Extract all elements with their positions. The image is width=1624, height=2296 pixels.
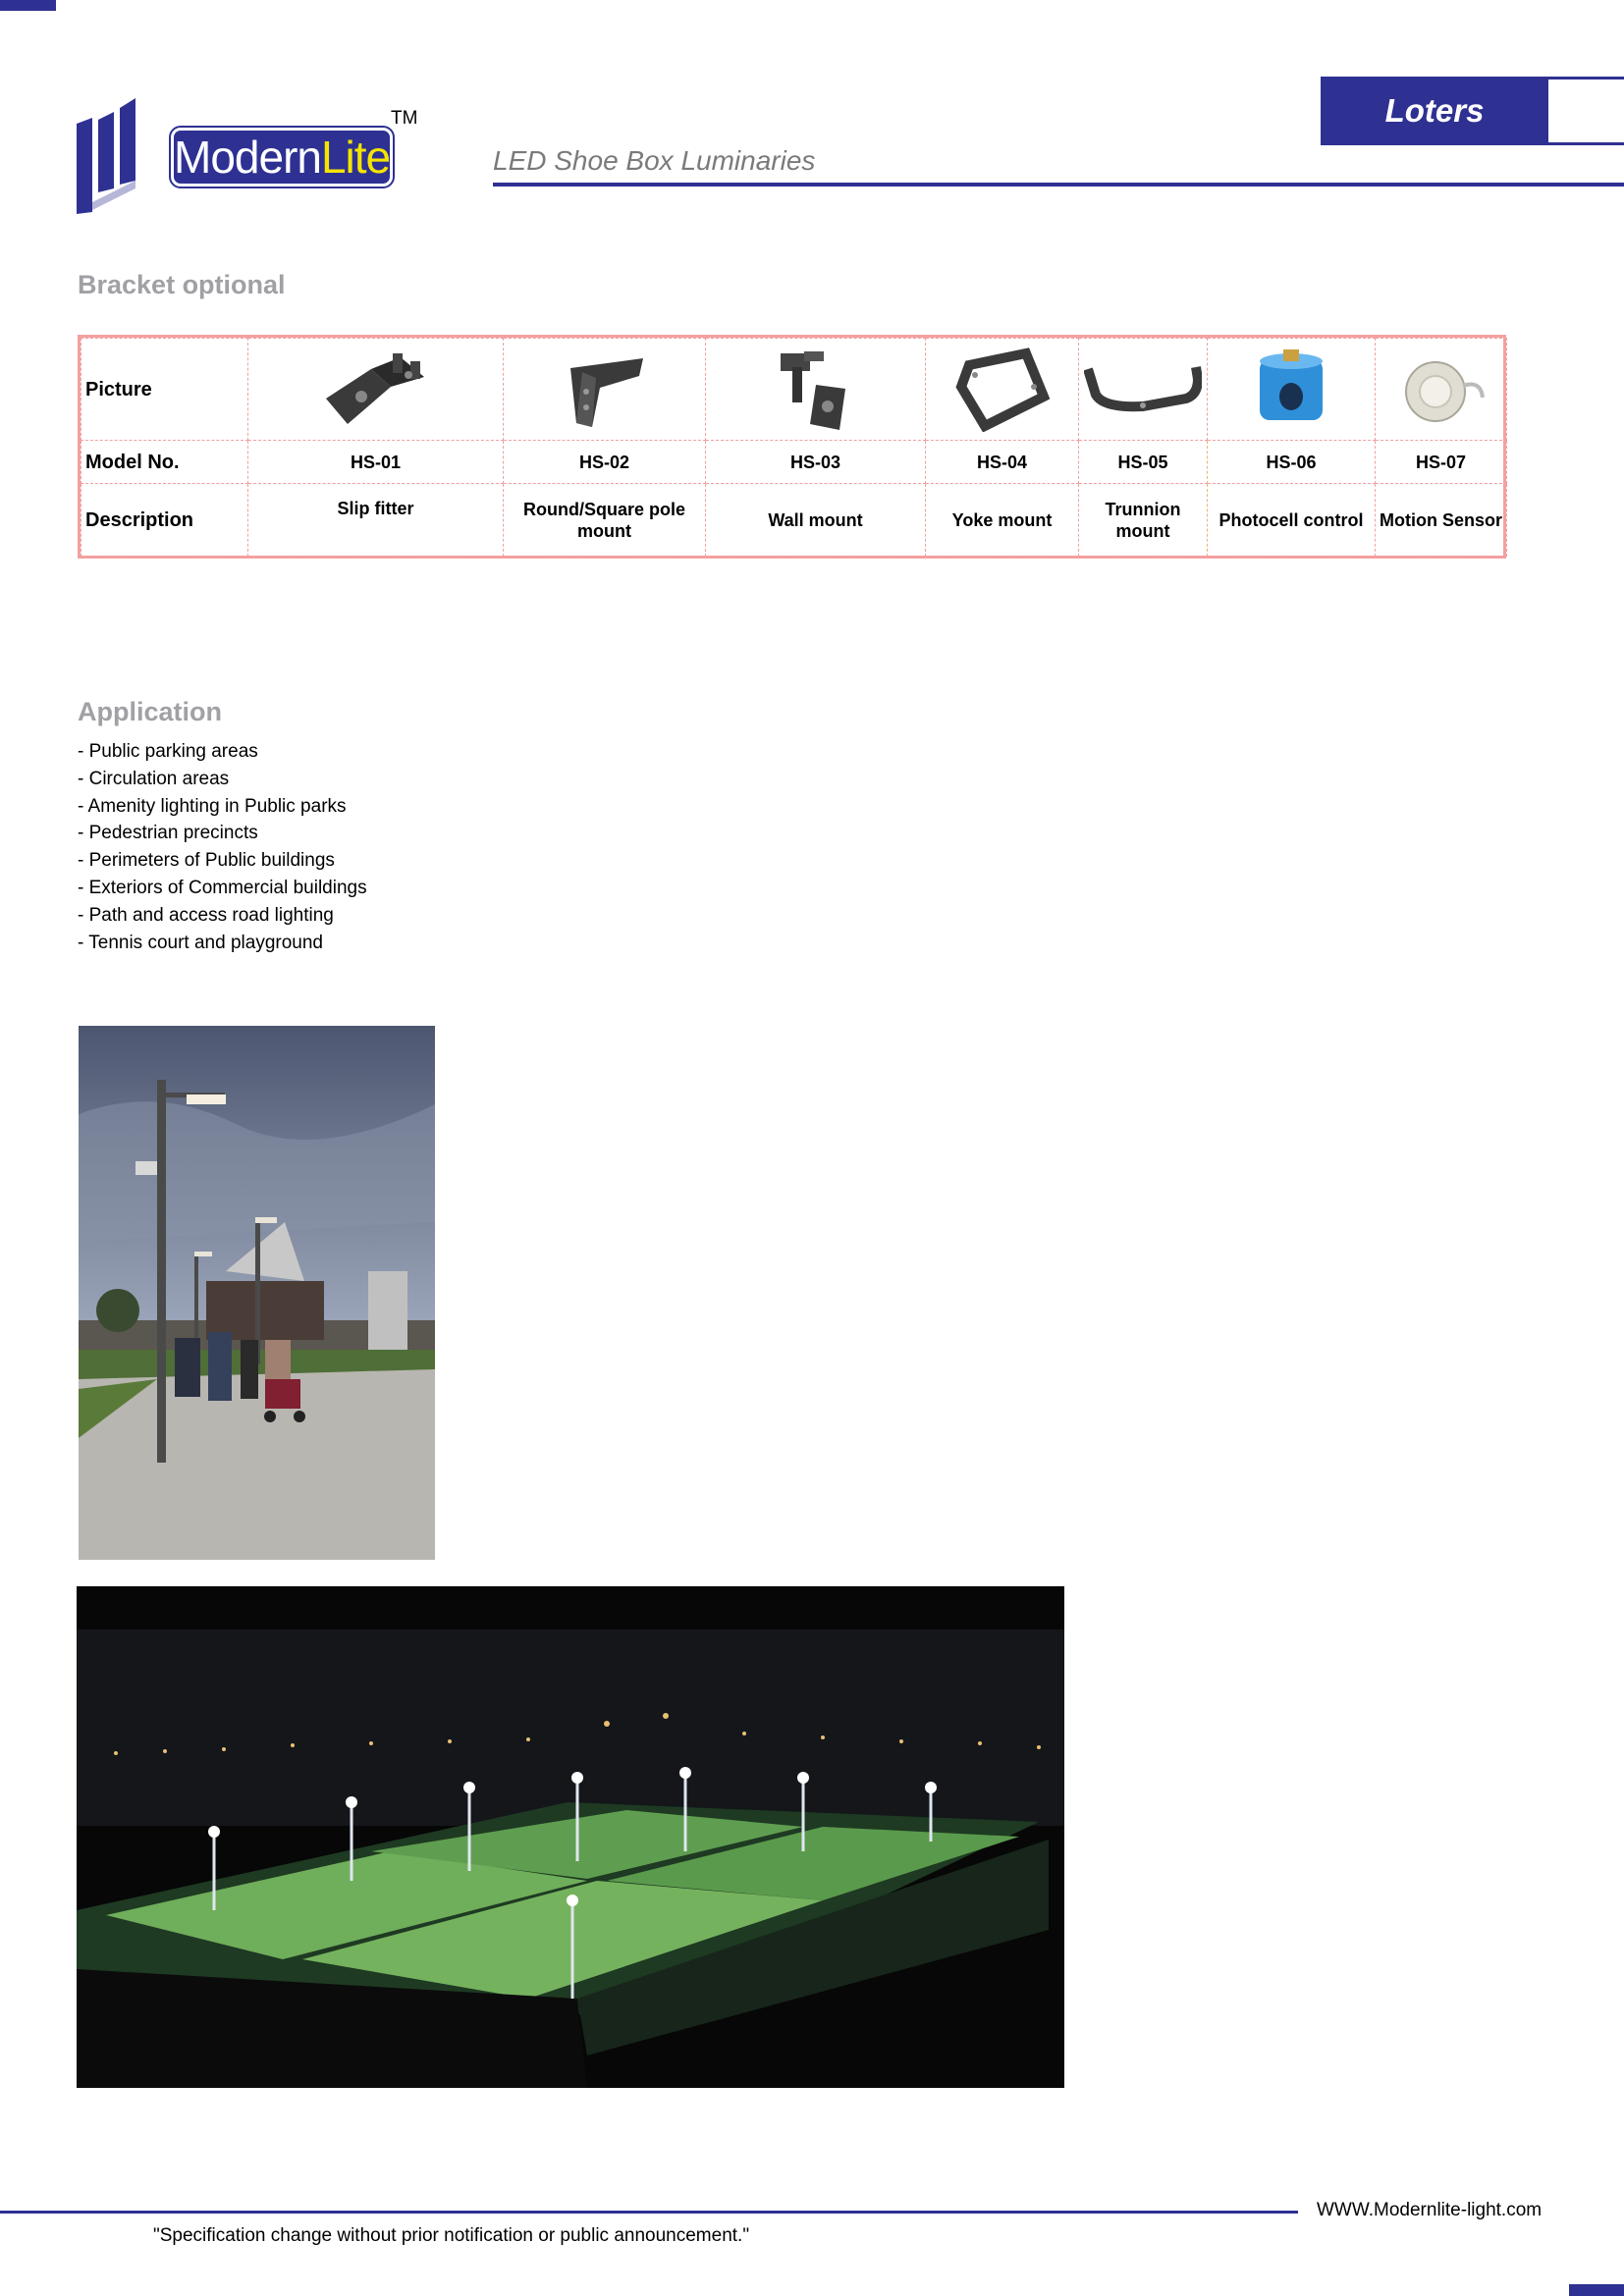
list-item: - Tennis court and playground bbox=[78, 932, 323, 953]
model-row bbox=[81, 441, 1507, 484]
list-item: - Exteriors of Commercial buildings bbox=[78, 877, 367, 898]
row-label-picture: Picture bbox=[81, 339, 248, 441]
application-section-title: Application bbox=[78, 697, 222, 726]
motion-sensor-icon bbox=[1394, 350, 1489, 429]
modernlite-logo bbox=[77, 94, 420, 217]
picture-cell bbox=[248, 339, 504, 441]
description-cell: Wall mount bbox=[706, 484, 926, 557]
list-item: - Path and access road lighting bbox=[78, 904, 334, 926]
pole-mount-bracket-icon bbox=[561, 348, 649, 431]
model-cell: HS-05 bbox=[1079, 441, 1208, 484]
footer-divider bbox=[0, 2211, 1298, 2214]
photocell-icon bbox=[1254, 347, 1328, 432]
brand-badge bbox=[1321, 77, 1548, 145]
model-cell: HS-03 bbox=[706, 441, 926, 484]
picture-cell bbox=[504, 339, 706, 441]
picture-cell bbox=[706, 339, 926, 441]
bracket-table bbox=[78, 335, 1506, 559]
picture-cell bbox=[1208, 339, 1376, 441]
logo-mark-icon bbox=[77, 94, 175, 217]
description-row bbox=[81, 484, 1507, 557]
list-item: - Pedestrian precincts bbox=[78, 823, 258, 844]
description-cell: Yoke mount bbox=[926, 484, 1079, 557]
page-subtitle: LED Shoe Box Luminaries bbox=[493, 145, 816, 176]
bracket-section-title: Bracket optional bbox=[78, 270, 286, 299]
picture-cell bbox=[1079, 339, 1208, 441]
corner-accent bbox=[1569, 2284, 1624, 2296]
list-item: - Public parking areas bbox=[78, 741, 258, 762]
model-cell: HS-06 bbox=[1208, 441, 1376, 484]
picture-row bbox=[81, 339, 1507, 441]
yoke-mount-bracket-icon bbox=[955, 347, 1050, 432]
row-label-description: Description bbox=[81, 484, 248, 557]
description-cell: Photocell control bbox=[1208, 484, 1376, 557]
list-item: - Amenity lighting in Public parks bbox=[78, 795, 347, 817]
model-cell: HS-07 bbox=[1376, 441, 1507, 484]
model-cell: HS-04 bbox=[926, 441, 1079, 484]
description-cell: Trunnion mount bbox=[1079, 484, 1208, 557]
trademark-mark: TM bbox=[391, 108, 418, 129]
picture-cell bbox=[926, 339, 1079, 441]
footer-website: WWW.Modernlite-light.com bbox=[1317, 2200, 1543, 2220]
row-label-model: Model No. bbox=[81, 441, 248, 484]
wall-mount-bracket-icon bbox=[777, 346, 855, 434]
logo-wordmark: ModernLite bbox=[171, 128, 393, 187]
sports-field-lighting-photo bbox=[77, 1586, 1064, 2088]
picture-cell bbox=[1376, 339, 1507, 441]
park-lighting-photo bbox=[79, 1026, 435, 1560]
brand-name: Loters bbox=[1384, 92, 1485, 129]
corner-accent bbox=[0, 0, 56, 11]
trunnion-mount-bracket-icon bbox=[1084, 355, 1202, 424]
footer-disclaimer: "Specification change without prior notification or public announcement." bbox=[153, 2225, 750, 2246]
application-list bbox=[78, 738, 367, 956]
list-item: - Perimeters of Public buildings bbox=[78, 850, 335, 872]
description-cell: Motion Sensor bbox=[1376, 484, 1507, 557]
header-divider bbox=[493, 183, 1624, 187]
list-item: - Circulation areas bbox=[78, 768, 230, 789]
brand-badge-outline bbox=[1548, 77, 1624, 145]
description-cell: Slip fitter bbox=[248, 484, 504, 557]
model-cell: HS-01 bbox=[248, 441, 504, 484]
description-cell: Round/Square pole mount bbox=[504, 484, 706, 557]
slip-fitter-bracket-icon bbox=[322, 347, 430, 432]
model-cell: HS-02 bbox=[504, 441, 706, 484]
